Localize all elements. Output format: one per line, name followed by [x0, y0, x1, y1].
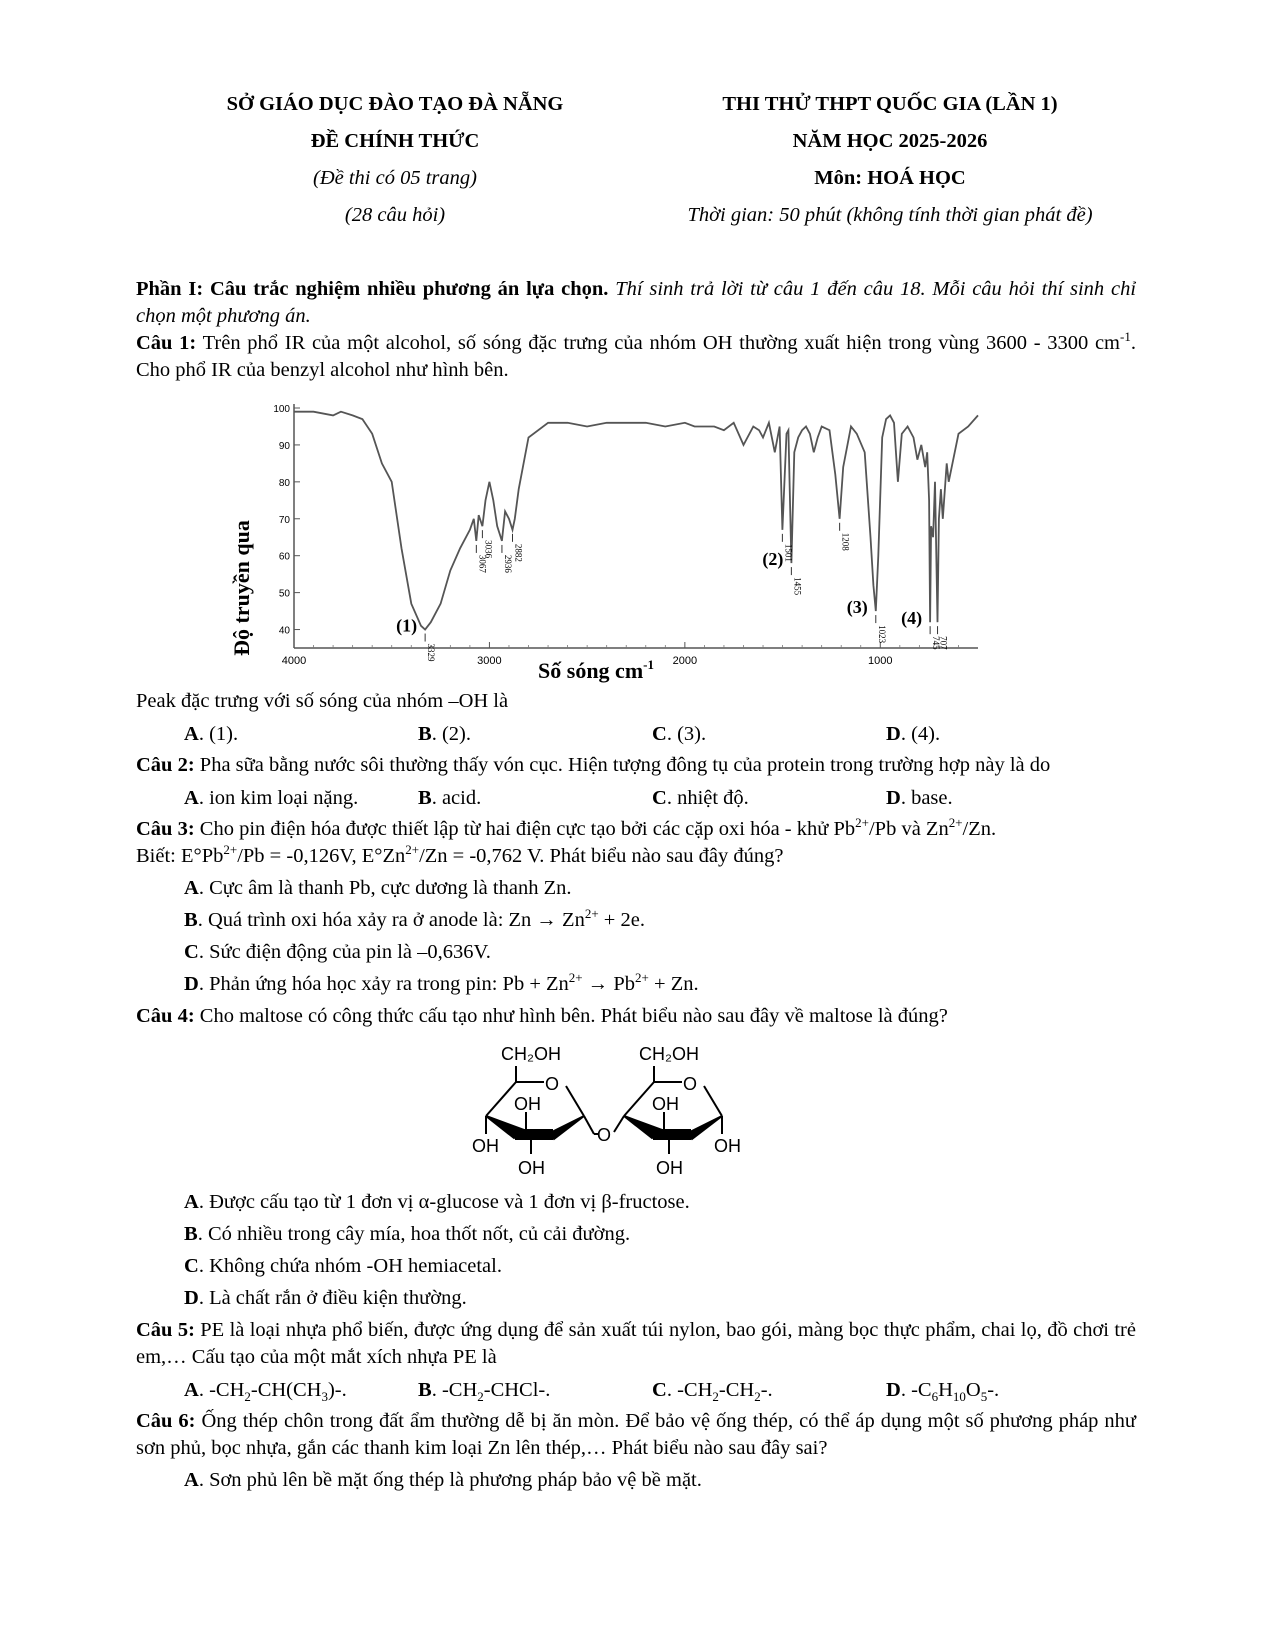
department-name: SỞ GIÁO DỤC ĐÀO TẠO ĐÀ NẴNG — [226, 93, 564, 115]
q2-option-b[interactable]: B. acid. — [418, 787, 482, 809]
school-year: NĂM HỌC 2025-2026 — [792, 130, 988, 152]
peak-label: 3036 — [483, 540, 494, 559]
q1-option-c[interactable]: C. (3). — [652, 723, 707, 745]
oh-right-side: OH — [714, 1136, 741, 1156]
peak-wavenumber: 1455 — [792, 577, 803, 596]
header-left — [135, 86, 655, 234]
q4-option-c[interactable]: C. Không chứa nhóm -OH hemiacetal. — [184, 1255, 502, 1277]
x-tick-label: 2000 — [672, 655, 698, 667]
ring-o-left: O — [545, 1074, 560, 1094]
q5-option-b[interactable]: B. $-CH_2-CHCl-$. — [418, 1379, 551, 1405]
official-label: ĐỀ CHÍNH THỨC — [310, 130, 480, 152]
q3-option-a[interactable]: A. Cực âm là thanh Pb, cực dương là thanh Zn. — [184, 877, 572, 899]
peak-label: 1501 — [783, 543, 794, 562]
peak-annotation: (2) — [762, 549, 784, 570]
question-1-ask: Peak đặc trưng với số sóng của nhóm –OH là — [136, 690, 509, 712]
maltose-structure — [136, 1034, 1136, 1184]
question-3: Câu 3: Cho pin điện hóa được thiết lập từ hai điện cực tạo bởi các cặp oxi hóa - khử $Pb^{2+}/Pb$ và $Zn^{2+}/Zn$. Biết: $E^\circ Pb^{2+}/Pb = -0,126V$, $E^\circ Zn^{2+}/Zn = -0,762$ V. Phát biểu nào sau đây đúng? — [136, 815, 997, 867]
ch2oh-right: CH₂OH — [639, 1044, 699, 1064]
question-6: Câu 6: Ống thép chôn trong đất ẩm thường dễ bị ăn mòn. Để bảo vệ ống thép, có thể áp dụng một số phương pháp như sơn phủ, bọc nhựa, gắn các thanh kim loại Zn lên thép,… Phát biểu nào sau đây sai? — [136, 1410, 1136, 1459]
y-tick-label: 80 — [278, 477, 290, 489]
ring-o-right: O — [683, 1074, 698, 1094]
oh-right-top: OH — [652, 1094, 679, 1114]
y-tick-label: 50 — [278, 588, 290, 600]
q3-option-d[interactable]: D. Phản ứng hóa học xảy ra trong pin: $Pb + Zn^{2+} \to Pb^{2+} + Zn$. — [184, 970, 699, 995]
question-4: Câu 4: Cho maltose có công thức cấu tạo như hình bên. Phát biểu nào sau đây về maltose là đúng? — [136, 1005, 948, 1027]
x-tick-label: 3000 — [477, 655, 502, 667]
question-5: Câu 5: PE là loại nhựa phổ biến, được ứng dụng để sản xuất túi nylon, bao gói, màng bọc thực phẩm, chai lọ, đồ chơi trẻ em,… Cấu tạo của một mắt xích nhựa PE là — [136, 1319, 1136, 1368]
duration: Thời gian: 50 phút (không tính thời gian phát đề) — [687, 204, 1093, 226]
q5-option-c[interactable]: C. $-CH_2-CH_2-$. — [652, 1379, 773, 1405]
q4-option-d[interactable]: D. Là chất rắn ở điều kiện thường. — [184, 1287, 467, 1309]
question-2-options — [136, 785, 1136, 812]
peak-label: 707 — [938, 636, 949, 650]
ch2oh-left: CH₂OH — [501, 1044, 561, 1064]
maltose-svg — [136, 1034, 1136, 1184]
oh-left-bottom: OH — [518, 1158, 545, 1178]
part1-heading: Phần I: Câu trắc nghiệm nhiều phương án lựa chọn. Thí sinh trả lời từ câu 1 đến câu 18. Mỗi câu hỏi thí sinh chỉ chọn một phương án. — [136, 278, 1137, 327]
q4-option-b[interactable]: B. Có nhiều trong cây mía, hoa thốt nốt, củ cải đường. — [184, 1223, 631, 1245]
y-axis-label: Độ truyền qua — [229, 520, 254, 656]
exam-title: THI THỬ THPT QUỐC GIA (LẦN 1) — [722, 93, 1058, 115]
page-count: (Đề thi có 05 trang) — [313, 167, 477, 189]
y-tick-label: 60 — [278, 551, 290, 563]
glycosidic-o: O — [597, 1125, 612, 1145]
ir-spectrum-chart — [136, 388, 1136, 688]
oh-left-top: OH — [514, 1094, 541, 1114]
question-2: Câu 2: Pha sữa bằng nước sôi thường thấy vón cục. Hiện tượng đông tụ của protein trong trường hợp này là do — [136, 754, 1051, 776]
q2-option-c[interactable]: C. nhiệt độ. — [652, 787, 749, 809]
q3-option-b[interactable]: B. Quá trình oxi hóa xảy ra ở anode là: $Zn \to Zn^{2+} + 2e$. — [184, 906, 645, 931]
question-1: Câu 1: Trên phổ IR của một alcohol, số sóng đặc trưng của nhóm OH thường xuất hiện trong vùng 3600 - 3300 $cm^{-1}$. Cho phổ IR của benzyl alcohol như hình bên. — [136, 329, 1136, 381]
y-tick-label: 100 — [273, 404, 290, 415]
peak-label: 2882 — [513, 543, 524, 562]
question-count: (28 câu hỏi) — [344, 204, 446, 226]
q3-option-c[interactable]: C. Sức điện động của pin là –0,636V. — [184, 941, 491, 963]
q1-option-b[interactable]: B. (2). — [418, 723, 471, 745]
q6-option-a[interactable]: A. Sơn phủ lên bề mặt ống thép là phương pháp bảo vệ bề mặt. — [184, 1469, 702, 1491]
peak-label: 3067 — [477, 554, 488, 573]
y-tick-label: 90 — [278, 440, 290, 452]
peak-wavenumber: 1023 — [876, 625, 887, 644]
peak-annotation: (4) — [901, 608, 923, 629]
q4-option-a[interactable]: A. Được cấu tạo từ 1 đơn vị α-glucose và 1 đơn vị β-fructose. — [184, 1191, 690, 1213]
q1-option-d[interactable]: D. (4). — [886, 723, 941, 745]
exam-content — [136, 276, 1136, 1499]
header-right — [600, 86, 1180, 234]
x-tick-label: 1000 — [868, 655, 893, 667]
peak-label: 2936 — [502, 554, 513, 573]
x-tick-label: 4000 — [281, 655, 307, 667]
q1-option-a[interactable]: A. (1). — [184, 723, 239, 745]
ir-spectrum-line — [294, 412, 978, 630]
y-tick-label: 40 — [278, 625, 290, 637]
subject: Môn: HOÁ HỌC — [814, 167, 966, 189]
peak-annotation: (1) — [396, 615, 418, 636]
q5-option-d[interactable]: D. $-C_6H_{10}O_5-$. — [886, 1379, 1000, 1405]
question-1-options — [136, 721, 1136, 748]
oh-right-bottom: OH — [656, 1158, 683, 1178]
ir-spectrum-figure — [136, 388, 1136, 688]
q2-option-d[interactable]: D. base. — [886, 787, 953, 809]
oh-left-side: OH — [472, 1136, 499, 1156]
question-5-options — [136, 1377, 1136, 1404]
x-axis-label: Số sóng $cm^{-1}$ — [538, 657, 654, 683]
peak-wavenumber: 3329 — [426, 643, 437, 662]
y-tick-label: 70 — [278, 514, 290, 526]
peak-label: 1208 — [840, 532, 851, 551]
peak-wavenumber: 745 — [931, 636, 942, 650]
peak-annotation: (3) — [846, 597, 868, 618]
q2-option-a[interactable]: A. ion kim loại nặng. — [184, 787, 359, 809]
q5-option-a[interactable]: A. $-CH_2-CH(CH_3)-$. — [184, 1379, 347, 1405]
